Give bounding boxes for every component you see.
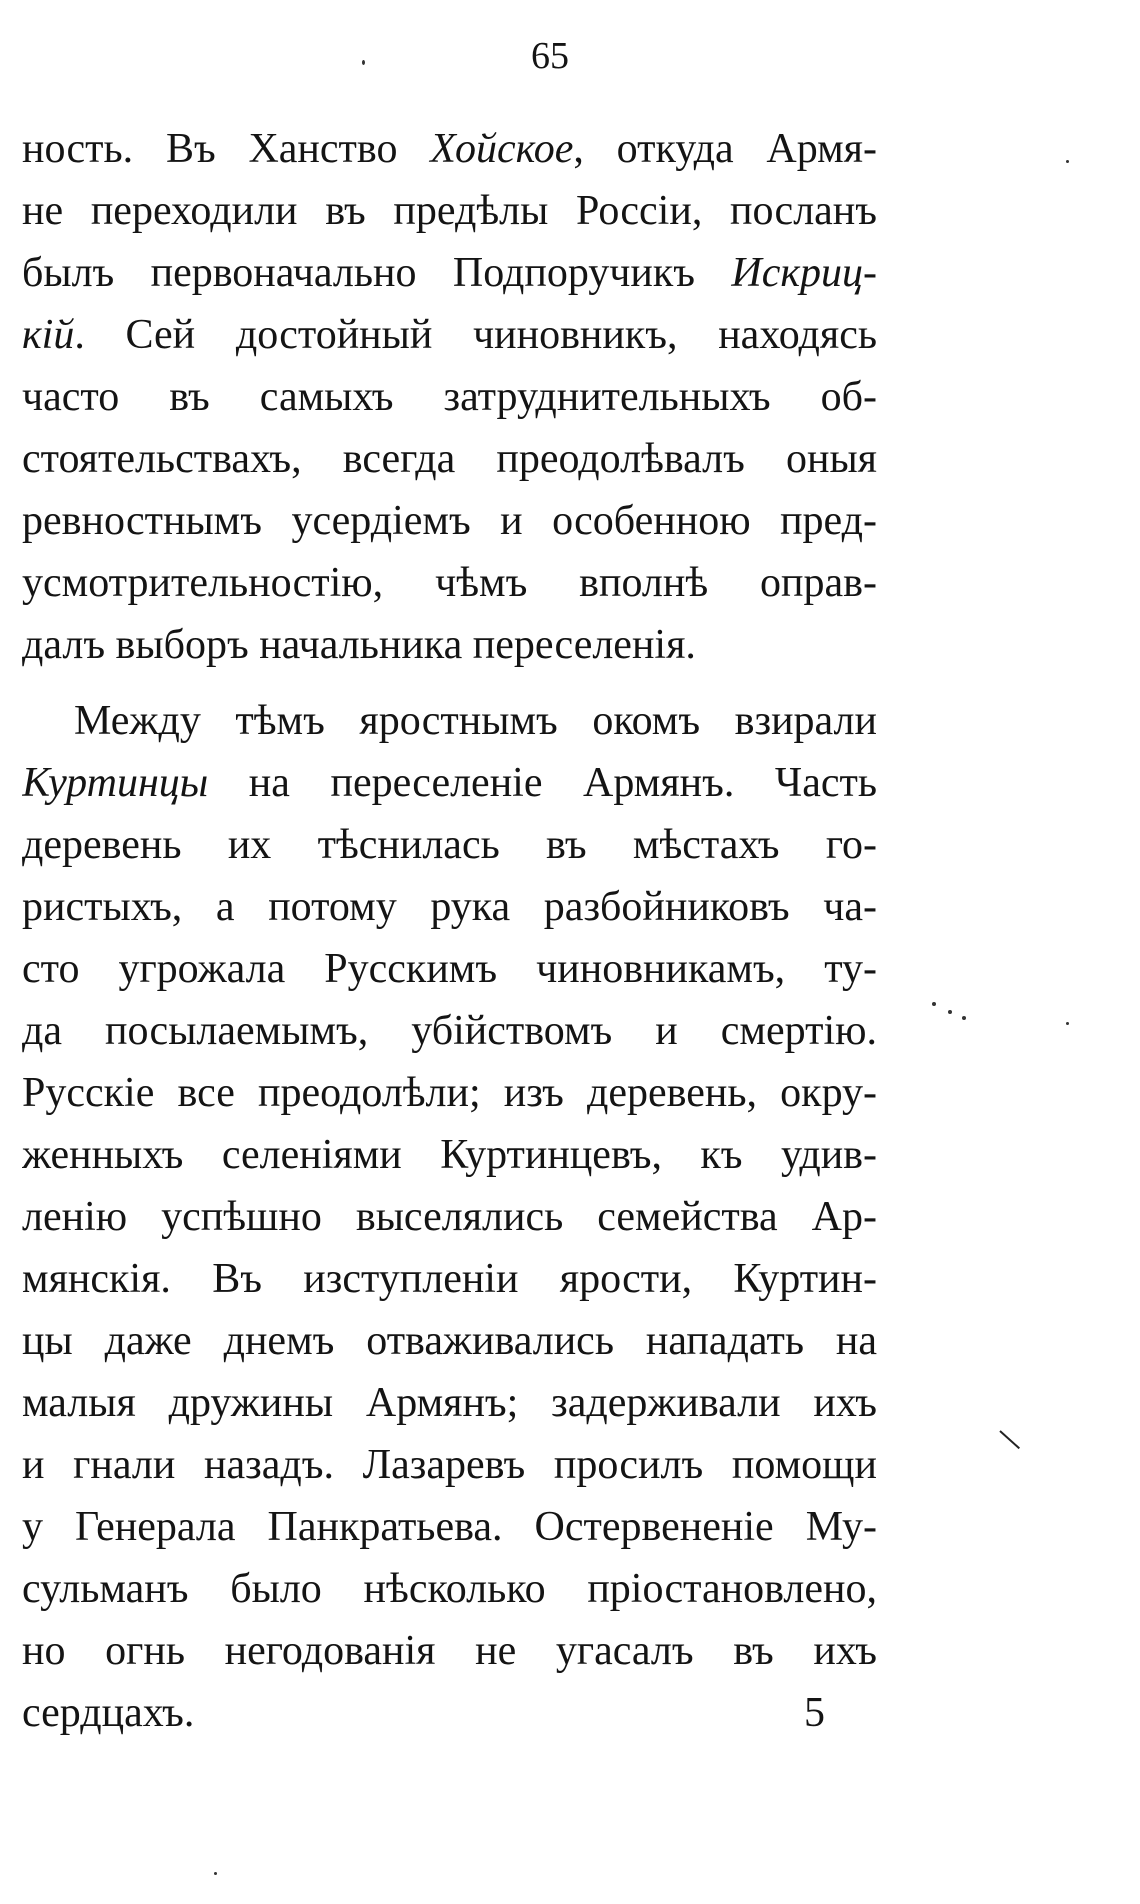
scan-speck — [962, 1016, 966, 1020]
text-line — [22, 1682, 877, 1744]
text-line: часто въ самыхъ затруднительныхъ об- — [22, 374, 877, 420]
text-line: сто угрожала Русскимъ чиновникамъ, ту- — [22, 946, 877, 992]
text-line: но огнь негодованія не угасалъ въ ихъ — [22, 1628, 877, 1674]
scan-speck — [1066, 160, 1069, 163]
page-number: 65 — [531, 35, 569, 77]
italic-name: Куртинцы — [22, 760, 209, 806]
scan-stroke — [999, 1430, 1020, 1449]
text-line: сульманъ было нѣсколько пріостановлено, — [22, 1566, 877, 1612]
signature-mark: 5 — [804, 1690, 825, 1736]
text-line: ленію успѣшно выселялись семейства Ар- — [22, 1194, 877, 1240]
scan-speck — [214, 1872, 217, 1875]
text-line: малыя дружины Армянъ; задерживали ихъ — [22, 1380, 877, 1426]
text-line: Русскіе все преодолѣли; изъ деревень, окру- — [22, 1070, 877, 1116]
text-line: Между тѣмъ яростнымъ окомъ взирали — [74, 698, 877, 744]
text-line — [22, 752, 877, 814]
text-line: мянскія. Въ изступленіи ярости, Куртин- — [22, 1256, 877, 1302]
text-line: далъ выборъ начальника переселенія. — [22, 622, 696, 668]
text-line: у Генерала Панкратьева. Остервененіе Му- — [22, 1504, 877, 1550]
text-line — [22, 242, 877, 304]
text-line: не переходили въ предѣлы Россіи, посланъ — [22, 188, 877, 234]
text-fragment: былъ первоначально Подпоручикъ — [22, 250, 732, 296]
text-fragment: , откуда Армя- — [573, 126, 877, 172]
text-line: ревностнымъ усердіемъ и особенною пред- — [22, 498, 877, 544]
text-fragment: ность. Въ Ханство — [22, 126, 431, 172]
text-fragment: . Сей достойный чиновникъ, находясь — [74, 312, 877, 358]
text-line: и гнали назадъ. Лазаревъ просилъ помощи — [22, 1442, 877, 1488]
scan-speck — [362, 60, 365, 65]
text-fragment: на переселеніе Армянъ. Часть — [208, 760, 877, 806]
scan-speck — [1066, 1022, 1069, 1025]
text-line: цы даже днемъ отваживались нападать на — [22, 1318, 877, 1364]
paragraph-gap — [22, 676, 877, 690]
italic-name: Искриц- — [731, 250, 877, 296]
italic-name: кій — [22, 312, 75, 358]
text-line — [22, 118, 877, 180]
text-fragment: сердцахъ. — [22, 1690, 195, 1736]
text-line: да посылаемымъ, убійствомъ и смертію. — [22, 1008, 877, 1054]
scan-speck — [948, 1010, 952, 1014]
text-line: ристыхъ, а потому рука разбойниковъ ча- — [22, 884, 877, 930]
italic-name: Хойское — [430, 126, 574, 172]
text-line: усмотрительностію, чѣмъ вполнѣ оправ- — [22, 560, 877, 606]
text-line: деревень их тѣснилась въ мѣстахъ го- — [22, 822, 877, 868]
scan-speck — [932, 1002, 936, 1006]
text-line: стоятельствахъ, всегда преодолѣвалъ оныя — [22, 436, 877, 482]
body-text — [22, 118, 877, 1744]
text-line — [22, 304, 877, 366]
text-line: женныхъ селеніями Куртинцевъ, къ удив- — [22, 1132, 877, 1178]
